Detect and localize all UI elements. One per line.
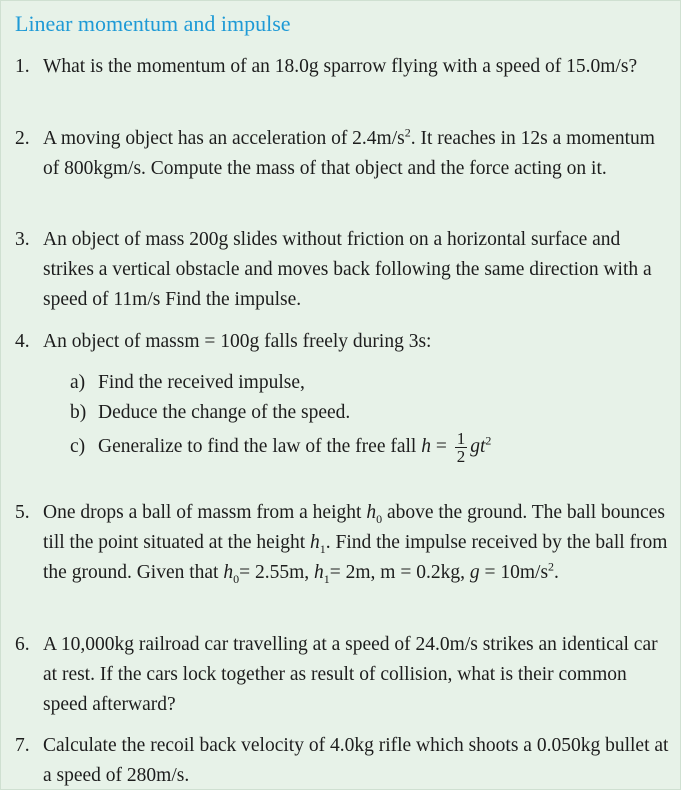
formula-h: h bbox=[421, 435, 431, 457]
question-text: Calculate the recoil back velocity of 4.0kg rifle which shoots a 0.050kg bullet at a speed of 280m/s. bbox=[43, 735, 669, 786]
subquestion-a: a) Find the received impulse, bbox=[70, 372, 305, 393]
question-number: 6. bbox=[15, 634, 30, 655]
question-2 bbox=[15, 124, 675, 184]
question-7 bbox=[15, 731, 675, 791]
question-text: A 10,000kg railroad car travelling at a speed of 24.0m/s strikes an identical car at rest. If the cars lock together as result of collision, what is their common speed afterward? bbox=[43, 634, 658, 715]
question-4 bbox=[15, 327, 675, 357]
question-5 bbox=[15, 498, 675, 588]
question-1 bbox=[15, 52, 675, 82]
question-number: 1. bbox=[15, 56, 30, 77]
question-text: A moving object has an acceleration of $2.4m/s^2$. It reaches in 12s a momentum of 800kgm/s. Compute the mass of that object and the force acting on it. bbox=[43, 125, 655, 179]
question-number: 3. bbox=[15, 229, 30, 250]
question-3 bbox=[15, 225, 675, 315]
section-title: Linear momentum and impulse bbox=[15, 11, 291, 36]
question-text: An object of massm = 100g falls freely during 3s: bbox=[43, 331, 432, 352]
question-6 bbox=[15, 630, 675, 720]
question-number: 4. bbox=[15, 331, 30, 352]
fraction-one-half: $\frac{1}{2}$ bbox=[456, 429, 466, 466]
subquestion-b: b) Deduce the change of the speed. bbox=[70, 402, 351, 423]
subquestion-c: c) Generalize to find the law of the free fall h = $\frac{1}{2}$ $gt^2$ bbox=[70, 429, 492, 466]
question-number: 7. bbox=[15, 735, 30, 756]
question-text: An object of mass 200g slides without friction on a horizontal surface and strikes a vertical obstacle and moves back following the same direction with a speed of 11m/s Find the impulse. bbox=[43, 229, 652, 310]
question-text: One drops a ball of massm from a height $h_0$ above the ground. The ball bounces till the point situated at the height $h_1$. Find the impulse received by the ball from the ground. Given that $h_0= 2.55m$, $h_1= 2m$, m = 0.2kg, $g = 10m/s^2$. bbox=[43, 502, 668, 586]
question-text: What is the momentum of an 18.0g sparrow flying with a speed of 15.0m/s? bbox=[43, 56, 638, 77]
question-number: 5. bbox=[15, 502, 30, 523]
question-number: 2. bbox=[15, 128, 30, 149]
